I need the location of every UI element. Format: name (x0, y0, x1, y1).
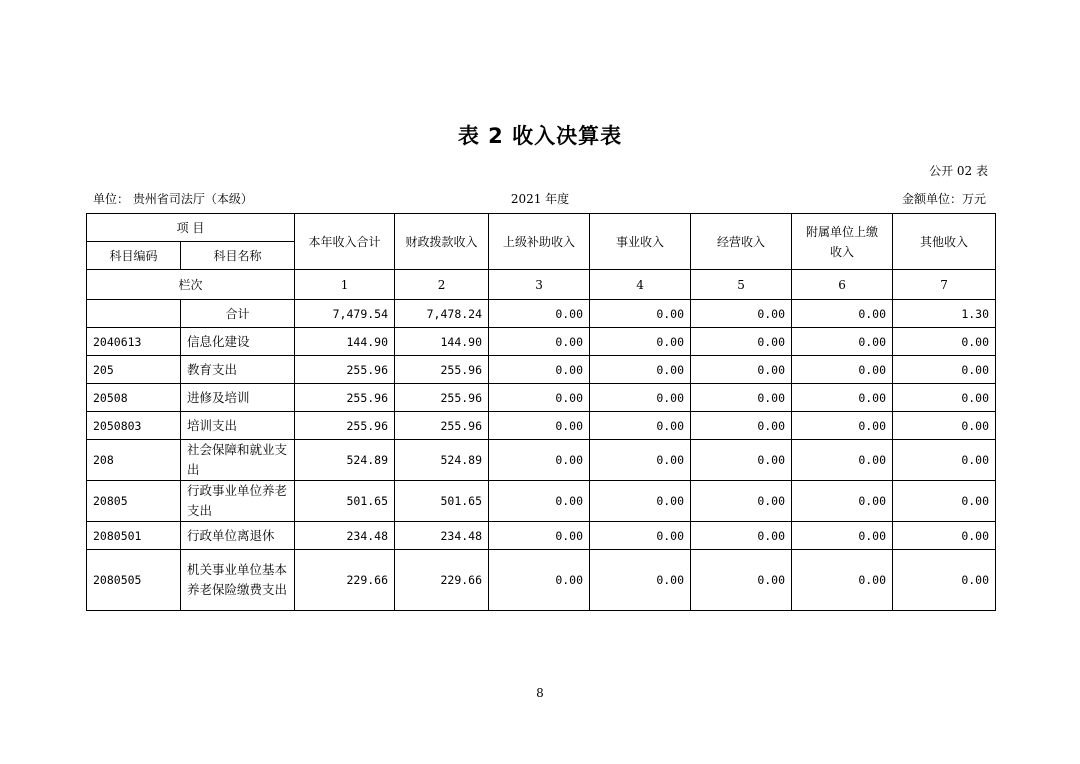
row-value: 255.96 (295, 356, 395, 384)
row-value: 0.00 (691, 412, 792, 440)
row-value: 0.00 (792, 384, 893, 412)
total-value-3: 0.00 (489, 300, 590, 328)
header-col3: 上级补助收入 (489, 214, 590, 270)
fiscal-year: 2021 年度 (510, 192, 570, 206)
row-name: 培训支出 (181, 412, 295, 440)
total-value-5: 0.00 (691, 300, 792, 328)
table-row (87, 328, 996, 356)
row-value: 0.00 (893, 481, 996, 522)
header-col2: 财政拨款收入 (395, 214, 489, 270)
row-value: 144.90 (395, 328, 489, 356)
row-value: 0.00 (691, 384, 792, 412)
row-value: 255.96 (395, 384, 489, 412)
row-name: 行政单位离退休 (181, 522, 295, 550)
table-row (87, 356, 996, 384)
amount-unit: 金额单位：万元 (901, 192, 986, 206)
unit-label: 单位： 贵州省司法厅（本级） (93, 192, 253, 206)
row-value: 255.96 (295, 412, 395, 440)
row-name: 行政事业单位养老支出 (181, 481, 295, 522)
row-value: 0.00 (489, 356, 590, 384)
income-table (86, 213, 996, 611)
row-value: 0.00 (590, 550, 691, 611)
row-value: 0.00 (691, 356, 792, 384)
row-value: 229.66 (395, 550, 489, 611)
total-value-4: 0.00 (590, 300, 691, 328)
total-code (87, 300, 181, 328)
row-value: 0.00 (792, 412, 893, 440)
row-code: 2050803 (87, 412, 181, 440)
table-row (87, 550, 996, 611)
row-value: 0.00 (691, 481, 792, 522)
row-code: 205 (87, 356, 181, 384)
header-col5: 经营收入 (691, 214, 792, 270)
row-code: 20805 (87, 481, 181, 522)
row-value: 0.00 (590, 356, 691, 384)
row-value: 0.00 (792, 440, 893, 481)
header-name: 科目名称 (181, 242, 295, 270)
row-value: 0.00 (792, 522, 893, 550)
header-idx-4: 4 (590, 270, 691, 300)
row-value: 0.00 (489, 440, 590, 481)
total-row (87, 300, 996, 328)
row-value: 0.00 (893, 412, 996, 440)
total-value-1: 7,479.54 (295, 300, 395, 328)
row-value: 255.96 (395, 412, 489, 440)
page-number: 8 (536, 686, 544, 700)
header-col1: 本年收入合计 (295, 214, 395, 270)
row-name: 信息化建设 (181, 328, 295, 356)
header-idx-6: 6 (792, 270, 893, 300)
row-value: 0.00 (893, 384, 996, 412)
row-value: 0.00 (893, 356, 996, 384)
total-value-2: 7,478.24 (395, 300, 489, 328)
row-value: 524.89 (395, 440, 489, 481)
row-value: 0.00 (489, 522, 590, 550)
row-code: 20508 (87, 384, 181, 412)
header-idx-5: 5 (691, 270, 792, 300)
page-title: 表 2 收入决算表 (457, 124, 623, 148)
row-value: 0.00 (792, 550, 893, 611)
row-value: 229.66 (295, 550, 395, 611)
row-value: 524.89 (295, 440, 395, 481)
row-value: 0.00 (590, 384, 691, 412)
row-value: 255.96 (295, 384, 395, 412)
form-number: 公开 02 表 (929, 164, 988, 178)
row-code: 208 (87, 440, 181, 481)
row-value: 501.65 (395, 481, 489, 522)
row-value: 0.00 (489, 550, 590, 611)
row-value: 0.00 (893, 440, 996, 481)
row-value: 0.00 (691, 550, 792, 611)
row-value: 0.00 (893, 522, 996, 550)
row-value: 0.00 (590, 440, 691, 481)
table-row (87, 522, 996, 550)
row-value: 0.00 (489, 412, 590, 440)
row-value: 0.00 (792, 356, 893, 384)
total-value-7: 1.30 (893, 300, 996, 328)
row-value: 0.00 (590, 328, 691, 356)
row-value: 234.48 (395, 522, 489, 550)
row-value: 234.48 (295, 522, 395, 550)
row-code: 2080505 (87, 550, 181, 611)
row-value: 501.65 (295, 481, 395, 522)
row-value: 0.00 (489, 384, 590, 412)
header-idx-7: 7 (893, 270, 996, 300)
row-value: 0.00 (792, 328, 893, 356)
row-value: 255.96 (395, 356, 489, 384)
table-row (87, 440, 996, 481)
total-label: 合计 (181, 300, 295, 328)
row-value: 0.00 (489, 481, 590, 522)
row-value: 0.00 (893, 550, 996, 611)
header-col7: 其他收入 (893, 214, 996, 270)
row-value: 0.00 (590, 481, 691, 522)
row-code: 2040613 (87, 328, 181, 356)
header-idx-1: 1 (295, 270, 395, 300)
table-row (87, 481, 996, 522)
header-row-label: 栏次 (87, 270, 295, 300)
table-row (87, 384, 996, 412)
row-value: 0.00 (691, 522, 792, 550)
row-value: 0.00 (691, 328, 792, 356)
row-value: 0.00 (893, 328, 996, 356)
row-value: 144.90 (295, 328, 395, 356)
row-value: 0.00 (792, 481, 893, 522)
header-col6: 附属单位上缴收入 (792, 214, 893, 270)
row-name: 机关事业单位基本养老保险缴费支出 (181, 550, 295, 611)
row-value: 0.00 (590, 522, 691, 550)
header-code: 科目编码 (87, 242, 181, 270)
header-item: 项 目 (87, 214, 295, 242)
row-code: 2080501 (87, 522, 181, 550)
header-idx-2: 2 (395, 270, 489, 300)
table-row (87, 412, 996, 440)
row-value: 0.00 (489, 328, 590, 356)
row-value: 0.00 (691, 440, 792, 481)
total-value-6: 0.00 (792, 300, 893, 328)
row-name: 教育支出 (181, 356, 295, 384)
header-col4: 事业收入 (590, 214, 691, 270)
header-idx-3: 3 (489, 270, 590, 300)
row-name: 社会保障和就业支出 (181, 440, 295, 481)
row-name: 进修及培训 (181, 384, 295, 412)
row-value: 0.00 (590, 412, 691, 440)
